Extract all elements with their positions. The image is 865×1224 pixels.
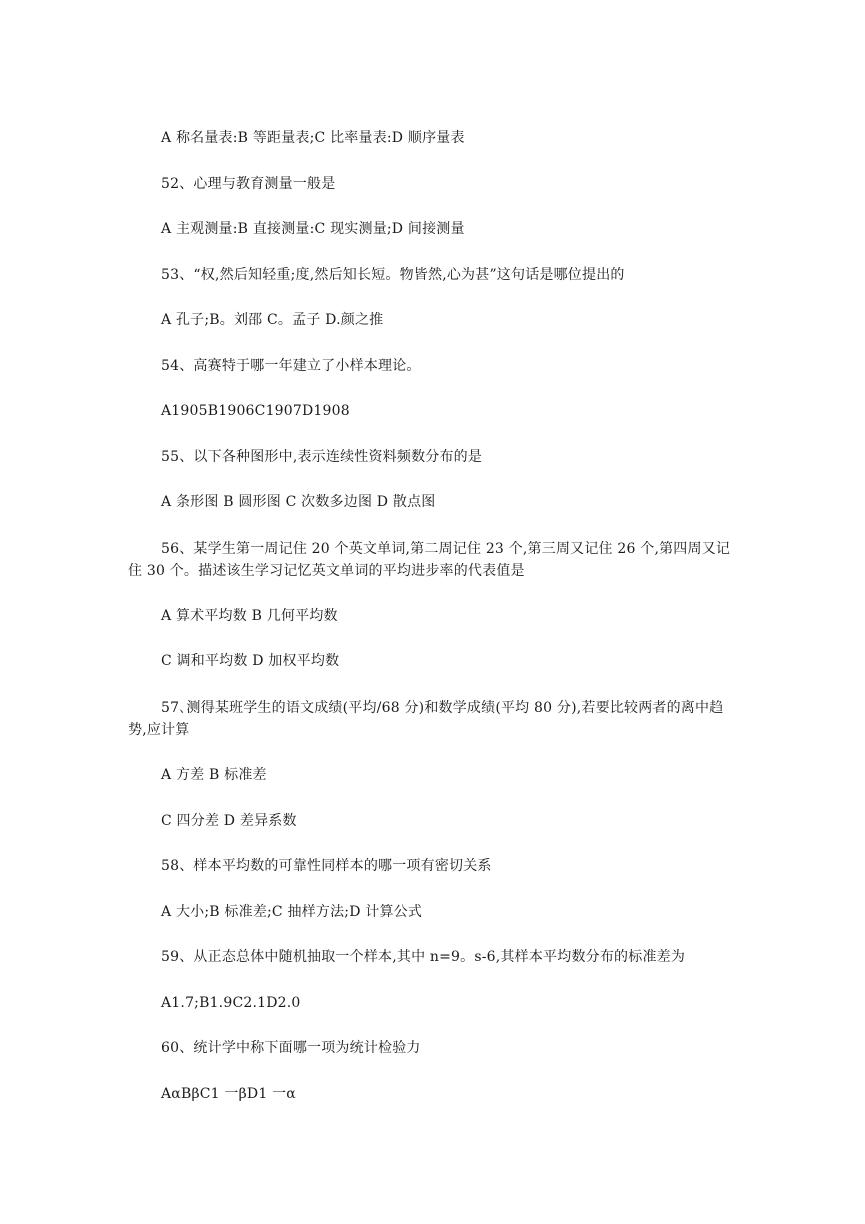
options-q58: A 大小;B 标准差;C 抽样方法;D 计算公式	[161, 904, 423, 920]
question-54: 54、高赛特于哪一年建立了小样本理论。	[161, 358, 421, 374]
options-q53: A 孔子;B。刘邵 C。孟子 D.颜之推	[161, 312, 384, 328]
question-57: 57､测得某班学生的语文成绩(平均/68 分)和数学成绩(平均 80 分),若要比较两者的离中趋势,应计算	[128, 700, 724, 738]
options-q57-ab: A 方差 B 标准差	[161, 767, 267, 783]
options-q54: A1905B1906C1907D1908	[161, 403, 350, 419]
options-q59: A1.7;B1.9C2.1D2.0	[161, 995, 301, 1011]
question-52: 52、心理与教育测量一般是	[161, 176, 336, 192]
question-59: 59、从正态总体中随机抽取一个样本,其中 n=9。s-6,其样本平均数分布的标准差为	[161, 949, 686, 965]
options-q57-cd: C 四分差 D 差异系数	[161, 813, 297, 829]
options-q60: AαBβC1 一βD1 一α	[161, 1086, 296, 1102]
question-58: 58、样本平均数的可靠性同样本的哪一项有密切关系	[161, 858, 492, 874]
options-q51: A 称名量表:B 等距量表;C 比率量表:D 顺序量表	[161, 130, 465, 146]
question-56: 56、某学生第一周记住 20 个英文单词,第二周记住 23 个,第三周又记住 26 个,第四周又记住 30 个。描述该生学习记忆英文单词的平均进步率的代表值是	[128, 541, 731, 579]
question-60: 60、统计学中称下面哪一项为统计检验力	[161, 1040, 421, 1056]
options-q52: A 主观测量:B 直接测量:C 现实测量;D 间接测量	[161, 221, 465, 237]
question-55: 55、以下各种图形中,表示连续性资料频数分布的是	[161, 449, 483, 465]
question-53: 53、“权,然后知轻重;度,然后知长短。物皆然,心为甚”这句话是哪位提出的	[161, 267, 625, 283]
options-q56-cd: C 调和平均数 D 加权平均数	[161, 653, 340, 669]
options-q55: A 条形图 B 圆形图 C 次数多边图 D 散点图	[161, 494, 436, 510]
options-q56-ab: A 算术平均数 B 几何平均数	[161, 608, 338, 624]
